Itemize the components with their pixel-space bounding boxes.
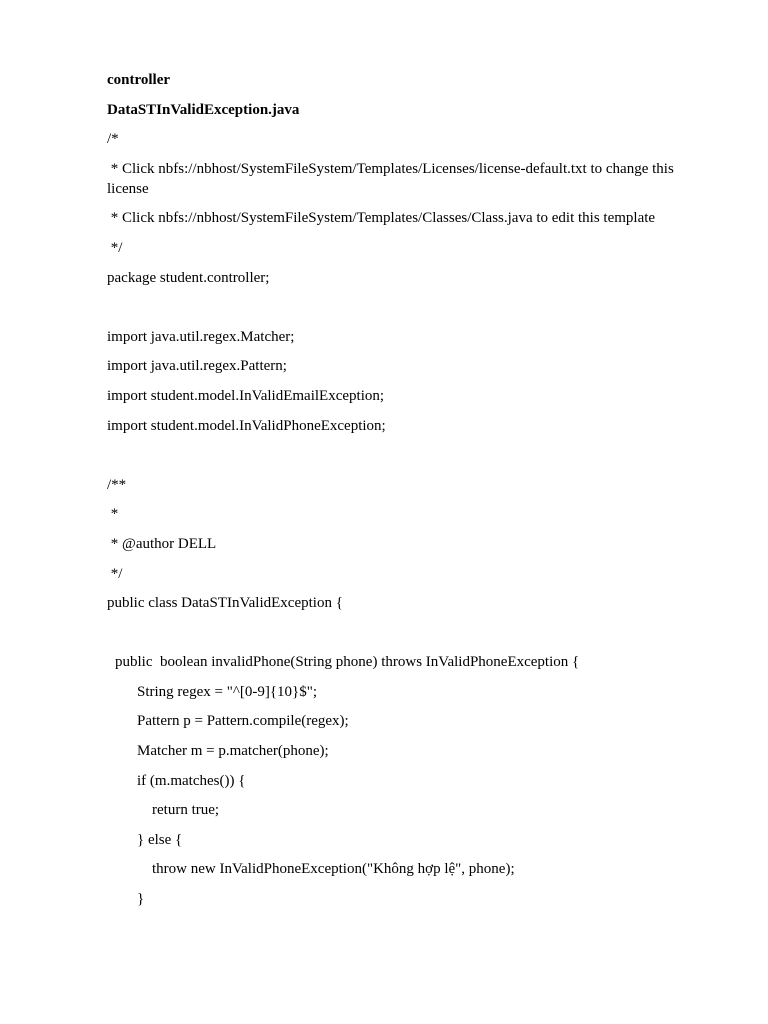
- code-line-else: } else {: [137, 831, 183, 848]
- code-line-close-brace: }: [137, 891, 145, 908]
- code-line-javadoc-open: /**: [107, 476, 127, 493]
- code-line-pattern-compile: Pattern p = Pattern.compile(regex);: [137, 713, 349, 730]
- code-line-regex: String regex = "^[0-9]{10}$";: [137, 683, 318, 700]
- code-line-comment-open: /*: [107, 131, 119, 148]
- document-page: [107, 70, 687, 919]
- code-line-throw: throw new InValidPhoneException("Không hợp lệ", phone);: [152, 861, 515, 878]
- code-line-javadoc-close: */: [107, 565, 123, 582]
- code-line-template-note: * Click nbfs://nbhost/SystemFileSystem/Templates/Classes/Class.java to edit this template: [107, 210, 656, 227]
- code-line-return-true: return true;: [152, 802, 220, 819]
- code-line-package: package student.controller;: [107, 269, 270, 286]
- code-line-javadoc-blank: *: [107, 506, 119, 523]
- package-heading: controller: [107, 72, 171, 88]
- code-line-blank: [107, 445, 687, 465]
- file-name-heading: DataSTInValidException.java: [107, 101, 300, 118]
- code-line-if-matches: if (m.matches()) {: [137, 772, 246, 789]
- code-line-import-matcher: import java.util.regex.Matcher;: [107, 328, 295, 345]
- code-line-blank: [107, 623, 687, 643]
- code-line-class-declaration: public class DataSTInValidException {: [107, 595, 343, 612]
- code-line-import-email-exception: import student.model.InValidEmailException;: [107, 387, 385, 404]
- code-line-import-phone-exception: import student.model.InValidPhoneException;: [107, 417, 386, 434]
- code-line-blank: [107, 297, 687, 317]
- code-line-method-signature: public boolean invalidPhone(String phone) throws InValidPhoneException {: [115, 654, 580, 671]
- code-line-license-note: * Click nbfs://nbhost/SystemFileSystem/Templates/Licenses/license-default.txt to change this license: [107, 160, 678, 197]
- code-line-matcher: Matcher m = p.matcher(phone);: [137, 743, 329, 760]
- code-line-author: * @author DELL: [107, 535, 217, 552]
- code-line-comment-close: */: [107, 239, 123, 256]
- code-line-import-pattern: import java.util.regex.Pattern;: [107, 358, 287, 375]
